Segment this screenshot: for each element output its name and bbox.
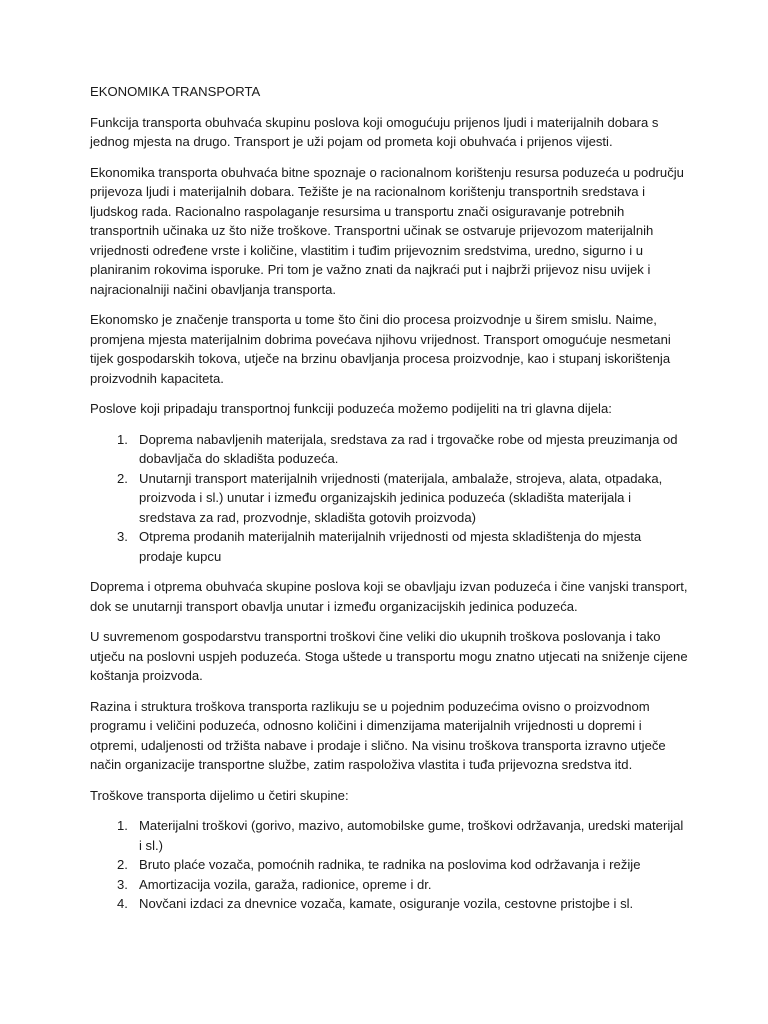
list-item (90, 816, 688, 855)
list-item-text: Novčani izdaci za dnevnice vozača, kamate, osiguranje vozila, cestovne pristojbe i sl. (139, 896, 634, 911)
list-item-text: Otprema prodanih materijalnih materijalnih vrijednosti od mjesta skladištenja do mjesta prodaje kupcu (139, 529, 642, 564)
list-item (90, 430, 688, 469)
list-item (90, 527, 688, 566)
paragraph-cost-structure: Razina i struktura troškova transporta razlikuju se u pojednim poduzećima ovisno o proizvodnom programu i veličini poduzeća, odnosno količini i dimenzijama materijalnih vrijednosti u dopremi i otpremi, udaljenosti od tržišta nabave i prodaje i slično. Na visinu troškova transporta izravno utječe način organizacije transportne službe, zatim raspoloživa vlastita i tuđa prijevozna sredstva itd. (90, 698, 666, 772)
list-item-text: Materijalni troškovi (gorivo, mazivo, automobilske gume, troškovi održavanja, uredski materijal i sl.) (139, 818, 684, 853)
list-item-text: Unutarnji transport materijalnih vrijednosti (materijala, ambalaže, strojeva, alata, otpadaka, proizvoda i sl.) unutar i između organizajskih jedinica poduzeća (skladišta materijala i sredstava za rad, prozvodnje, skladišta gotovih proizvoda) (139, 470, 663, 525)
list-item-text: Bruto plaće vozača, pomoćnih radnika, te radnika na poslovima kod održavanja i režije (139, 857, 641, 872)
list-item-number: 2. (117, 470, 128, 486)
list-item (90, 855, 688, 875)
list-item (90, 875, 688, 895)
paragraph-transport-economics: Ekonomika transporta obuhvaća bitne spoznaje o racionalnom korištenju resursa poduzeća u području prijevoza ljudi i materijalnih dobara. Težište je na racionalnom korištenju transportnih sredstava i ljudskog rada. Racionalno raspolaganje resursima u transportu znači osiguravanje potrebnih transportnih učinaka uz što niže troškove. Transportni učinak se ostvaruje prijevozom materijalnih vrijednosti određene vrste i količine, vlastitim i tuđim prijevoznim sredstvima, uredno, sigurno i u planiranim rokovima isporuke. Pri tom je važno znati da najkraći put i najbrži prijevoz nisu uvijek i najracionalniji načini obavljanja transporta. (90, 164, 684, 297)
list-item (90, 894, 688, 914)
list-item-number: 1. (117, 818, 128, 833)
paragraph-cost-groups-intro: Troškove transporta dijelimo u četiri skupine: (90, 787, 349, 803)
document-body (90, 82, 688, 925)
paragraph-tasks-intro: Poslove koji pripadaju transportnoj funkciji poduzeća možemo podijeliti na tri glavna dijela: (90, 401, 612, 416)
document-title: EKONOMIKA TRANSPORTA (90, 84, 261, 99)
list-item-text: Doprema nabavljenih materijala, sredstava za rad i trgovačke robe od mjesta preuzimanja od dobavljača do skladišta poduzeća. (139, 431, 678, 466)
paragraph-economic-significance: Ekonomsko je značenje transporta u tome što čini dio procesa proizvodnje u širem smislu. Naime, promjena mjesta materijalnim dobrima povećava njihovu vrijednost. Transport omogućuje nesmetani tijek gospodarskih tokova, utječe na brzinu obavljanja procesa proizvodnje, kao i stupanj iskorištenja proizvodnih kapaciteta. (90, 312, 671, 386)
paragraph-transport-function: Funkcija transporta obuhvaća skupinu poslova koji omogućuju prijenos ljudi i materijalnih dobara s jednog mjesta na drugo. Transport je uži pojam od prometa koji obuhvaća i prijenos vijesti. (90, 114, 659, 149)
list-item-number: 3. (117, 529, 128, 544)
list-item-number: 2. (117, 857, 128, 872)
transport-tasks-list (90, 430, 688, 567)
list-item-number: 4. (117, 896, 128, 911)
list-item-number: 1. (117, 431, 128, 447)
list-item-text: Amortizacija vozila, garaža, radionice, opreme i dr. (139, 876, 432, 892)
cost-groups-list (90, 816, 688, 914)
list-item (90, 469, 688, 528)
paragraph-external-internal: Doprema i otprema obuhvaća skupine poslova koji se obavljaju izvan poduzeća i čine vanjski transport, dok se unutarnji transport obavlja unutar i između organizacijskih jedinica poduzeća. (90, 579, 688, 614)
paragraph-cost-impact: U suvremenom gospodarstvu transportni troškovi čine veliki dio ukupnih troškova poslovanja i tako utječu na poslovni uspjeh poduzeća. Stoga uštede u transportu mogu znatno utjecati na sniženje cijene koštanja proizvoda. (90, 629, 688, 683)
list-item-number: 3. (117, 876, 128, 892)
